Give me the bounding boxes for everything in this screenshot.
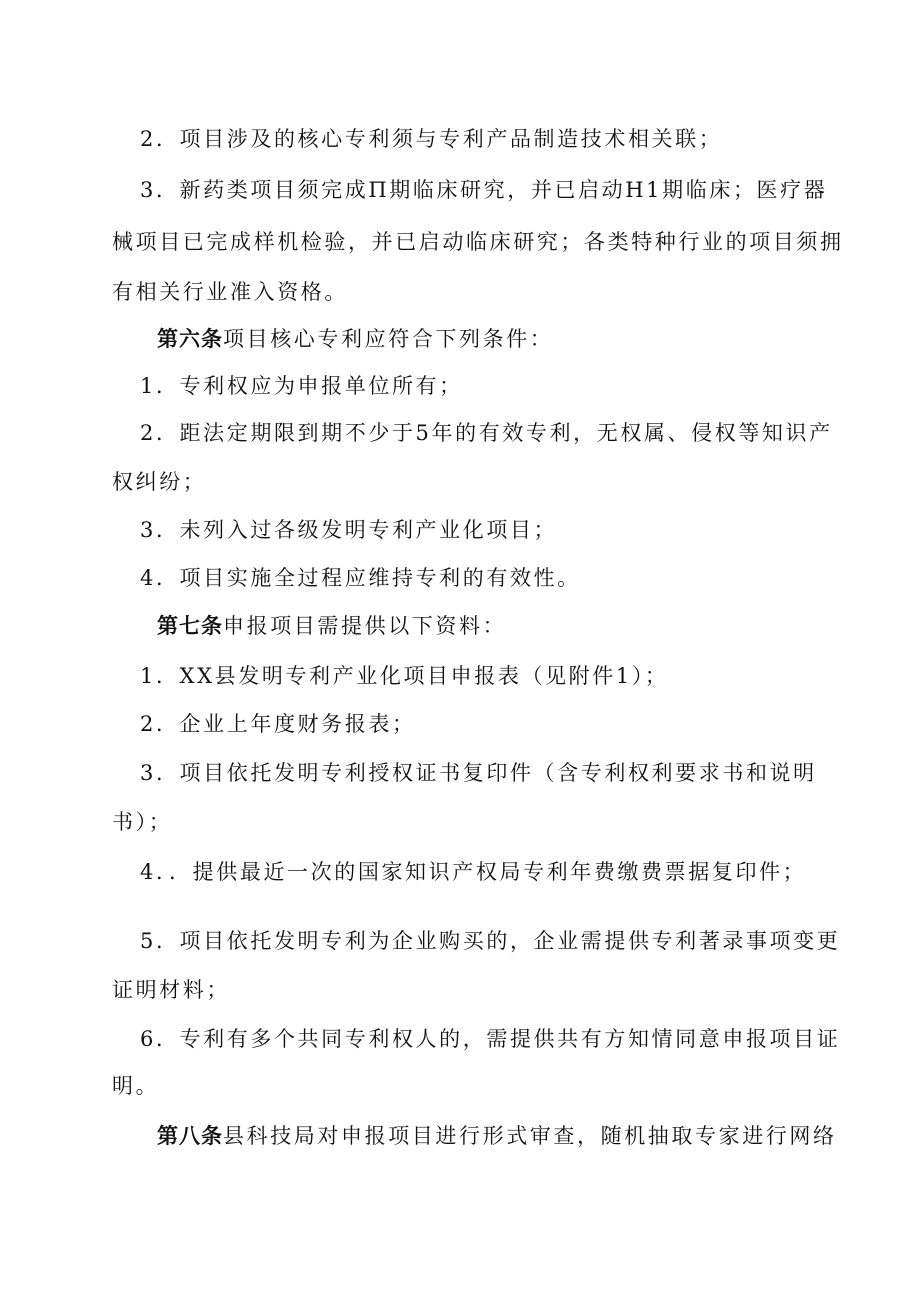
paragraph-line: 1．XX县发明专利产业化项目申报表（见附件1）； (140, 664, 669, 688)
paragraph-line: 权纠纷； (112, 470, 207, 494)
article-seven-text: 申报项目需提供以下资料： (223, 614, 507, 638)
paragraph-line: 书）； (112, 810, 173, 834)
article-six-text: 项目核心专利应符合下列条件： (223, 327, 554, 351)
paragraph-line: 3．项目依托发明专利授权证书复印件（含专利权利要求书和说明 (140, 761, 817, 785)
paragraph-line: 4．项目实施全过程应维持专利的有效性。 (140, 566, 581, 590)
paragraph-line: 2．项目涉及的核心专利须与专利产品制造技术相关联； (140, 127, 723, 151)
paragraph-line: 2．距法定期限到期不少于5年的有效专利，无权属、侵权等知识产 (140, 421, 833, 445)
paragraph-line: 6．专利有多个共同专利权人的，需提供共有方知情同意申报项目证 (140, 1027, 841, 1051)
paragraph-line: 5．项目依托发明专利为企业购买的，企业需提供专利著录事项变更 (140, 929, 841, 953)
paragraph-line: 有相关行业准入资格。 (112, 280, 348, 304)
article-eight-heading: 第八条 (157, 1124, 223, 1148)
article-eight-paragraph (0, 1116, 920, 1156)
paragraph-line: 1．专利权应为申报单位所有； (140, 374, 463, 398)
paragraph-line: 械项目已完成样机检验，并已启动临床研究；各类特种行业的项目须拥 (112, 230, 844, 254)
article-six-paragraph (0, 319, 920, 359)
article-six-heading: 第六条 (157, 327, 223, 351)
paragraph-line: 证明材料； (112, 978, 230, 1002)
article-seven-paragraph (0, 606, 920, 646)
article-eight-text: 县科技局对申报项目进行形式审查，随机抽取专家进行网络 (223, 1124, 837, 1148)
paragraph-line: 3．未列入过各级发明专利产业化项目； (140, 518, 558, 542)
paragraph-line: 4．．提供最近一次的国家知识产权局专利年费缴费票据复印件； (140, 860, 807, 884)
paragraph-line: 明。 (112, 1074, 160, 1098)
article-seven-heading: 第七条 (157, 614, 223, 638)
paragraph-line: 2．企业上年度财务报表； (140, 712, 416, 736)
paragraph-line: 3．新药类项目须完成Π期临床研究，并已启动H1期临床；医疗器 (140, 178, 828, 202)
